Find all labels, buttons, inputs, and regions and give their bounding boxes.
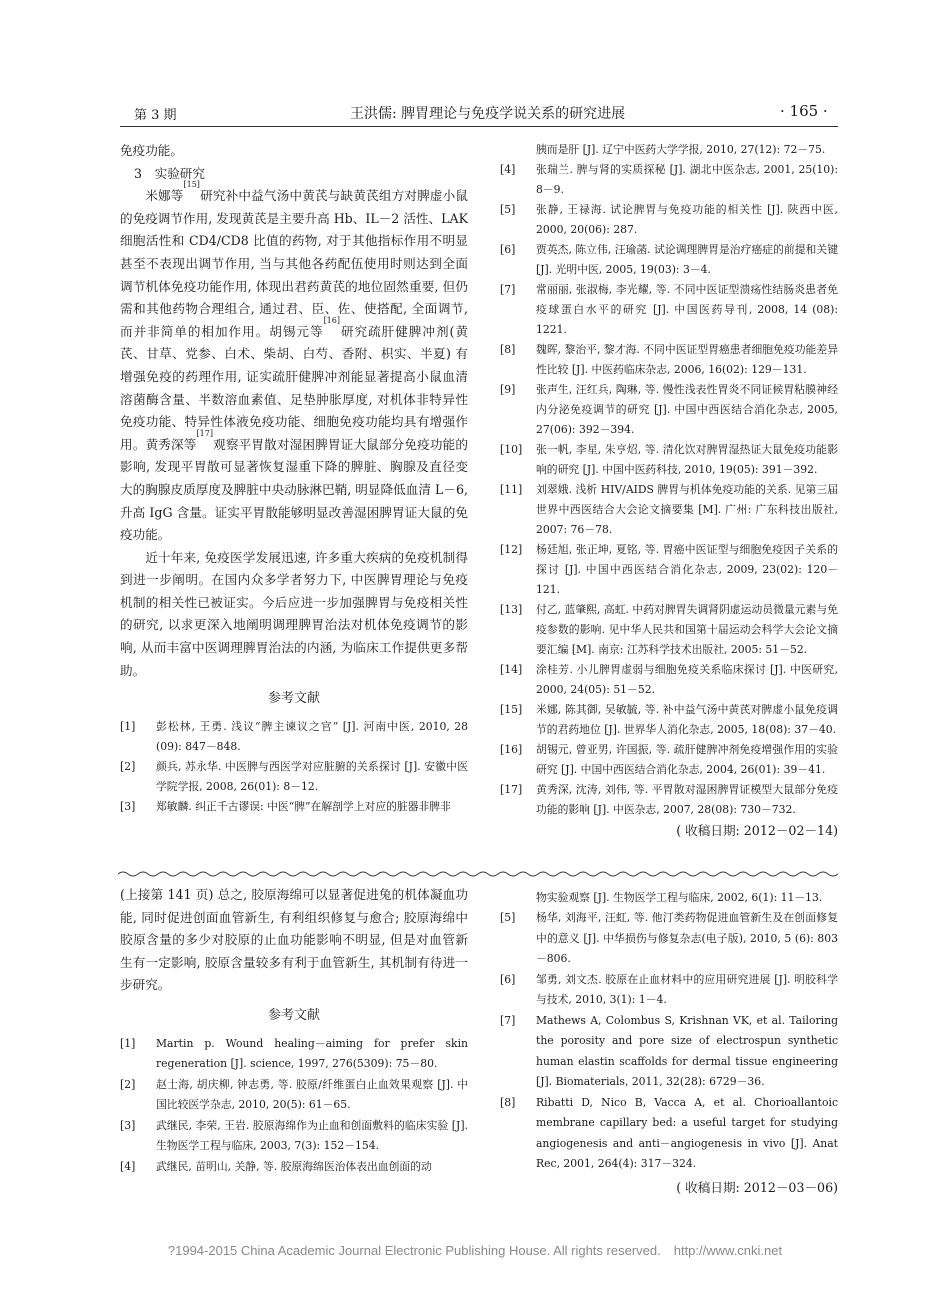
references-heading-2: 参考文献 <box>267 1007 320 1023</box>
section-title: 3 实验研究 <box>134 165 205 181</box>
reference-number: [4] <box>500 163 516 176</box>
page-number: · 165 · <box>780 102 828 120</box>
reference-text: 米娜, 陈其御, 吴敏毓, 等. 补中益气汤中黄芪对脾虚小鼠免疫调节的君药地位 [J]. 世界华人消化杂志, 2005, 18(08): 37－40. <box>536 703 838 736</box>
reference-number: [2] <box>120 759 136 773</box>
reference-item <box>500 240 838 280</box>
reference-item <box>500 160 838 200</box>
reference-text: 杨廷旭, 张正坤, 夏铭, 等. 胃癌中医证型与细胞免疫因子关系的探讨 [J]. 中国中西医结合消化杂志, 2009, 23(02): 120－121. <box>536 543 838 596</box>
reference-number: [5] <box>500 203 516 216</box>
reference-text: 常丽丽, 张淑梅, 李光耀, 等. 不同中医证型溃疡性结肠炎患者免疫球蛋白水平的研究 [J]. 中国医药导刊, 2008, 14 (08): 1221. <box>536 283 838 336</box>
reference-number: [14] <box>500 663 523 676</box>
article2-right-column <box>500 888 838 1196</box>
citation-15[interactable]: [15] <box>183 180 200 190</box>
reference-item <box>500 380 838 440</box>
reference-number: [6] <box>500 243 516 256</box>
reference-number: [10] <box>500 443 523 456</box>
reference-text: Martin p. Wound healing－aiming for prefer skin regeneration [J]. science, 1997, 276(5309): 75－80. <box>156 1036 468 1071</box>
reference-item <box>500 660 838 700</box>
article1-left-column <box>120 140 468 817</box>
reference-number: [2] <box>120 1077 136 1091</box>
received-date: ( 收稿日期: 2012－02－14) <box>676 823 838 838</box>
article1-right-column <box>500 140 838 839</box>
reference-text: 魏晖, 黎治平, 黎才海. 不同中医证型胃癌患者细胞免疫功能差异性比较 [J]. 中医药临床杂志, 2006, 16(02): 129－131. <box>536 343 838 376</box>
reference-number: [17] <box>500 783 523 796</box>
paragraph-2: 近十年来, 免疫医学发展迅速, 许多重大疾病的免疫机制得到进一步阐明。在国内众多学者努力下, 中医脾胃理论与免疫机制的相关性已被证实。今后应进一步加强脾胃与免疫相关性的研究, 以求更深入地阐明调理脾胃治法对机体免疫调节的影响, 从而丰富中医调理脾胃治法的内涵, 为临床工作提供更多帮助。 <box>120 549 468 678</box>
reference-text: 付乙, 蓝肇熙, 高虹. 中药对脾胃失调肾阴虚运动员微量元素与免疫参数的影响. 见中华人民共和国第十届运动会科学大会论文摘要汇编 [M]. 南京: 江苏科学技术出版社, 2005: 51－52. <box>536 603 838 656</box>
reference-item <box>500 1011 838 1093</box>
reference-number: [8] <box>500 1095 516 1109</box>
reference-text: 武继民, 苗明山, 关静, 等. 胶原海绵医治体表出血创面的动 <box>156 1159 432 1173</box>
intro-text: 免疫功能。 <box>120 143 183 158</box>
reference-text: 张瑞兰. 脾与肾的实质探秘 [J]. 湖北中医杂志, 2001, 25(10): 8－9. <box>536 163 838 196</box>
reference-item <box>120 1034 468 1075</box>
reference-number: [4] <box>120 1159 136 1173</box>
reference-text: 邹勇, 刘文杰. 胶原在止血材料中的应用研究进展 [J]. 明胶科学与技术, 2010, 3(1): 1－4. <box>536 972 838 1006</box>
reference-item <box>500 480 838 540</box>
reference-number: [7] <box>500 1013 516 1027</box>
reference-text: 贾英杰, 陈立伟, 汪瑜菡. 试论调理脾胃是治疗癌症的前提和关键 [J]. 光明中医, 2005, 19(03): 3－4. <box>536 243 838 276</box>
references-right-list-2 <box>500 908 838 1175</box>
reference-item <box>120 1116 468 1157</box>
reference-item <box>500 280 838 340</box>
reference-text: 张声生, 汪红兵, 陶琳, 等. 慢性浅表性胃炎不同证候胃粘膜神经内分泌免疫调节的研究 [J]. 中国中西医结合消化杂志, 2005, 27(06): 392－394. <box>536 383 838 436</box>
reference-text: 赵士海, 胡庆柳, 钟志勇, 等. 胶原/纤维蛋白止血效果观察 [J]. 中国比较医学杂志, 2010, 20(5): 61－65. <box>156 1077 468 1112</box>
reference-continuation-2: 物实验观察 [J]. 生物医学工程与临床, 2002, 6(1): 11－13. <box>536 891 823 904</box>
reference-number: [3] <box>120 1118 136 1132</box>
reference-number: [1] <box>120 1036 136 1050</box>
reference-item <box>500 780 838 820</box>
references-left-list <box>120 717 468 817</box>
reference-item <box>120 757 468 797</box>
reference-number: [11] <box>500 483 523 496</box>
reference-text: 胡锡元, 曾亚男, 许国振, 等. 疏肝健脾冲剂免疫增强作用的实验研究 [J]. 中国中西医结合消化杂志, 2004, 26(01): 39－41. <box>536 743 838 776</box>
reference-number: [12] <box>500 543 523 556</box>
reference-text: 刘翠娥. 浅析 HIV/AIDS 脾胃与机体免疫功能的关系. 见第三届世界中西医结合大会论文摘要集 [M]. 广州: 广东科技出版社, 2007: 76－78. <box>536 483 838 536</box>
reference-text: 杨华, 刘海平, 汪虹, 等. 他汀类药物促进血管新生及在创面修复中的意义 [J]. 中华损伤与修复杂志(电子版), 2010, 5 (6): 803－806. <box>536 911 838 965</box>
reference-item <box>500 1093 838 1175</box>
citation-17[interactable]: [17] <box>196 428 213 438</box>
reference-number: [5] <box>500 911 516 924</box>
reference-text: 黄秀深, 沈涛, 刘伟, 等. 平胃散对湿困脾胃证模型大鼠部分免疫功能的影响 [J]. 中医杂志, 2007, 28(08): 730－732. <box>536 783 838 816</box>
reference-text: 涂桂芳. 小儿脾胃虚弱与细胞免疫关系临床探讨 [J]. 中医研究, 2000, 24(05): 51－52. <box>536 663 838 696</box>
reference-item <box>500 600 838 660</box>
reference-item <box>500 700 838 740</box>
reference-text: 颜兵, 苏永华. 中医脾与西医学对应脏腑的关系探讨 [J]. 安徽中医学院学报, 2008, 26(01): 8－12. <box>156 759 468 793</box>
reference-item <box>500 740 838 780</box>
journal-issue: 第 3 期 <box>134 108 177 123</box>
reference-item <box>500 440 838 480</box>
reference-text: 彭松林, 王勇. 浅议“脾主谏议之官” [J]. 河南中医, 2010, 28 (09): 847－848. <box>156 719 468 753</box>
reference-item <box>120 1075 468 1116</box>
reference-text: 郑敏麟. 纠正千古谬误: 中医“脾”在解剖学上对应的脏器非脾非 <box>156 799 451 813</box>
reference-text: 张一帆, 李星, 朱亨炤, 等. 清化饮对脾胃湿热证大鼠免疫功能影响的研究 [J]. 中国中医药科技, 2010, 19(05): 391－392. <box>536 443 838 476</box>
reference-text: 张静, 王禄海. 试论脾胃与免疫功能的相关性 [J]. 陕西中医, 2000, 20(06): 287. <box>536 203 838 236</box>
reference-item <box>500 970 838 1011</box>
reference-number: [8] <box>500 343 516 356</box>
reference-item <box>120 797 468 817</box>
copyright-footer: ?1994-2015 China Academic Journal Electronic Publishing House. All rights reserved. http://www.cnki.net <box>167 1243 783 1258</box>
reference-item <box>500 200 838 240</box>
citation-16[interactable]: [16] <box>323 315 340 325</box>
references-right-list <box>500 160 838 820</box>
paragraph-1: 米娜等[15]研究补中益气汤中黄芪与缺黄芪组方对脾虚小鼠的免疫调节作用, 发现黄芪是主要升高 Hb、IL－2 活性、LAK 细胞活性和 CD4/CD8 比值的药物, 对于其他指标作用不明显甚至不表现出调节作用, 当与其他各药配伍使用时则达到全面调节机体免疫功能作用, 体现出君药黄芪的地位固然重要, 但仍需和其他药物合理组合, 通过君、臣、佐、使搭配, 全面调节, 而并非简单的相加作用。胡锡元等[16]研究疏肝健脾冲剂(黄芪、甘草、党参、白术、柴胡、白芍、香附、枳实、半夏) 有增强免疫的药理作用, 证实疏肝健脾冲剂能显著提高小鼠血清溶菌酶含量、半数溶血素值、足垫肿胀厚度, 对机体非特异性免疫功能、特异性体液免疫功能、细胞免疫功能均具有增强作用。黄秀深等[17]观察平胃散对湿困脾胃证大鼠部分免疫功能的影响, 发现平胃散可显著恢复湿重下降的脾脏、胸腺及直径变大的胸腺皮质厚度及脾脏中央动脉淋巴鞘, 明显降低血清 L－6, 升高 IgG 含量。证实平胃散能够明显改善湿困脾胃证大鼠的免疫功能。 <box>120 180 469 543</box>
reference-number: [15] <box>500 703 523 716</box>
reference-number: [7] <box>500 283 516 296</box>
reference-number: [6] <box>500 972 516 986</box>
article2-left-column <box>120 884 468 1177</box>
reference-number: [1] <box>120 719 136 733</box>
reference-number: [16] <box>500 743 523 756</box>
section-divider <box>118 870 838 878</box>
reference-item <box>500 540 838 600</box>
reference-number: [9] <box>500 383 516 396</box>
running-title: 王洪儒: 脾胃理论与免疫学说关系的研究进展 <box>350 106 626 122</box>
references-heading: 参考文献 <box>267 691 320 707</box>
reference-item <box>120 717 468 757</box>
reference-text: Ribatti D, Nico B, Vacca A, et al. Chorioallantoic membrane capillary bed: a useful target for studying angiogenesis and anti－angiogenesis in vivo [J]. Anat Rec, 2001, 264(4): 317－324. <box>536 1095 838 1170</box>
reference-number: [13] <box>500 603 523 616</box>
article2-body: (上接第 141 页) 总之, 胶原海绵可以显著促进兔的机体凝血功能, 同时促进创面血管新生, 有利组织修复与愈合; 胶原海绵中胶原含量的多少对胶原的止血功能影响不明显, 但是对血管新生有一定影响, 胶原含量较多有利于血管新生, 其机制有待进一步研究。 <box>120 887 468 993</box>
reference-continuation: 胰而是肝 [J]. 辽宁中医药大学学报, 2010, 27(12): 72－75. <box>536 143 826 156</box>
reference-text: 武继民, 李荣, 王岩. 胶原海绵作为止血和创面敷料的临床实验 [J]. 生物医学工程与临床, 2003, 7(3): 152－154. <box>156 1118 468 1153</box>
received-date-2: ( 收稿日期: 2012－03－06) <box>676 1179 838 1195</box>
reference-number: [3] <box>120 799 136 813</box>
references-left-list-2 <box>120 1034 468 1178</box>
reference-item <box>120 1157 468 1178</box>
reference-text: Mathews A, Colombus S, Krishnan VK, et al. Tailoring the porosity and pore size of electrospun synthetic human elastin scaffolds for dermal tissue engineering [J]. Biomaterials, 2011, 32(28): 6729－36. <box>536 1013 838 1088</box>
reference-item <box>500 908 838 970</box>
reference-item <box>500 340 838 380</box>
header-rule <box>120 126 838 127</box>
